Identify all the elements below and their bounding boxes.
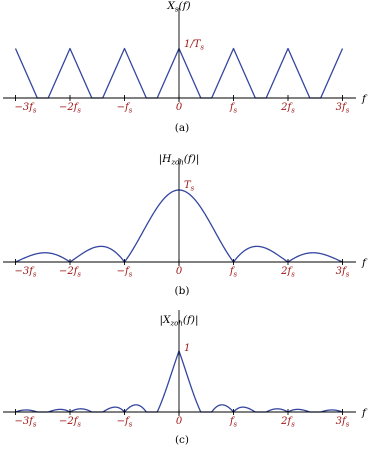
panel-caption-3: (c) [174,434,190,446]
x-tick-label-2-3: 0 [175,266,183,277]
y-axis-label-1: $X_s(f)$ [167,0,191,14]
x-tick-label-2-0: $-3f_s$ [14,266,37,279]
panel-caption-1: (a) [174,122,190,134]
x-tick-label-2-1: $-2f_s$ [58,266,82,279]
x-axis-label-3: f [362,407,366,419]
x-tick-label-1-2: $-f_s$ [116,102,133,115]
peak-annotation-3: 1 [184,343,191,354]
x-tick-label-2-5: $2f_s$ [281,266,295,279]
x-tick-label-1-0: $-3f_s$ [14,102,37,115]
x-tick-label-2-2: $-f_s$ [116,266,133,279]
x-tick-label-3-5: $2f_s$ [281,416,295,429]
x-tick-label-3-0: $-3f_s$ [14,416,37,429]
x-tick-label-3-1: $-2f_s$ [58,416,82,429]
x-tick-label-3-2: $-f_s$ [116,416,133,429]
x-tick-label-2-6: $3f_s$ [335,266,350,279]
x-tick-label-3-4: $f_s$ [229,416,238,429]
panel-caption-2: (b) [174,285,190,297]
x-tick-label-1-1: $-2f_s$ [58,102,82,115]
peak-annotation-2: $T_s$ [184,180,195,193]
peak-annotation-1: $1/T_s$ [184,39,204,52]
x-tick-label-3-6: $3f_s$ [335,416,350,429]
x-tick-label-1-3: 0 [175,102,183,113]
x-axis-label-2: f [362,257,366,269]
x-tick-label-1-5: $2f_s$ [281,102,295,115]
x-tick-label-1-6: $3f_s$ [335,102,350,115]
y-axis-label-3: $|X_{zoh}(f)|$ [159,314,199,328]
x-tick-label-1-4: $f_s$ [229,102,238,115]
x-axis-label-1: f [362,93,366,105]
x-tick-label-2-4: $f_s$ [229,266,238,279]
y-axis-label-2: $|H_{zoh}(f)|$ [158,153,200,167]
x-tick-label-3-3: 0 [175,416,183,427]
